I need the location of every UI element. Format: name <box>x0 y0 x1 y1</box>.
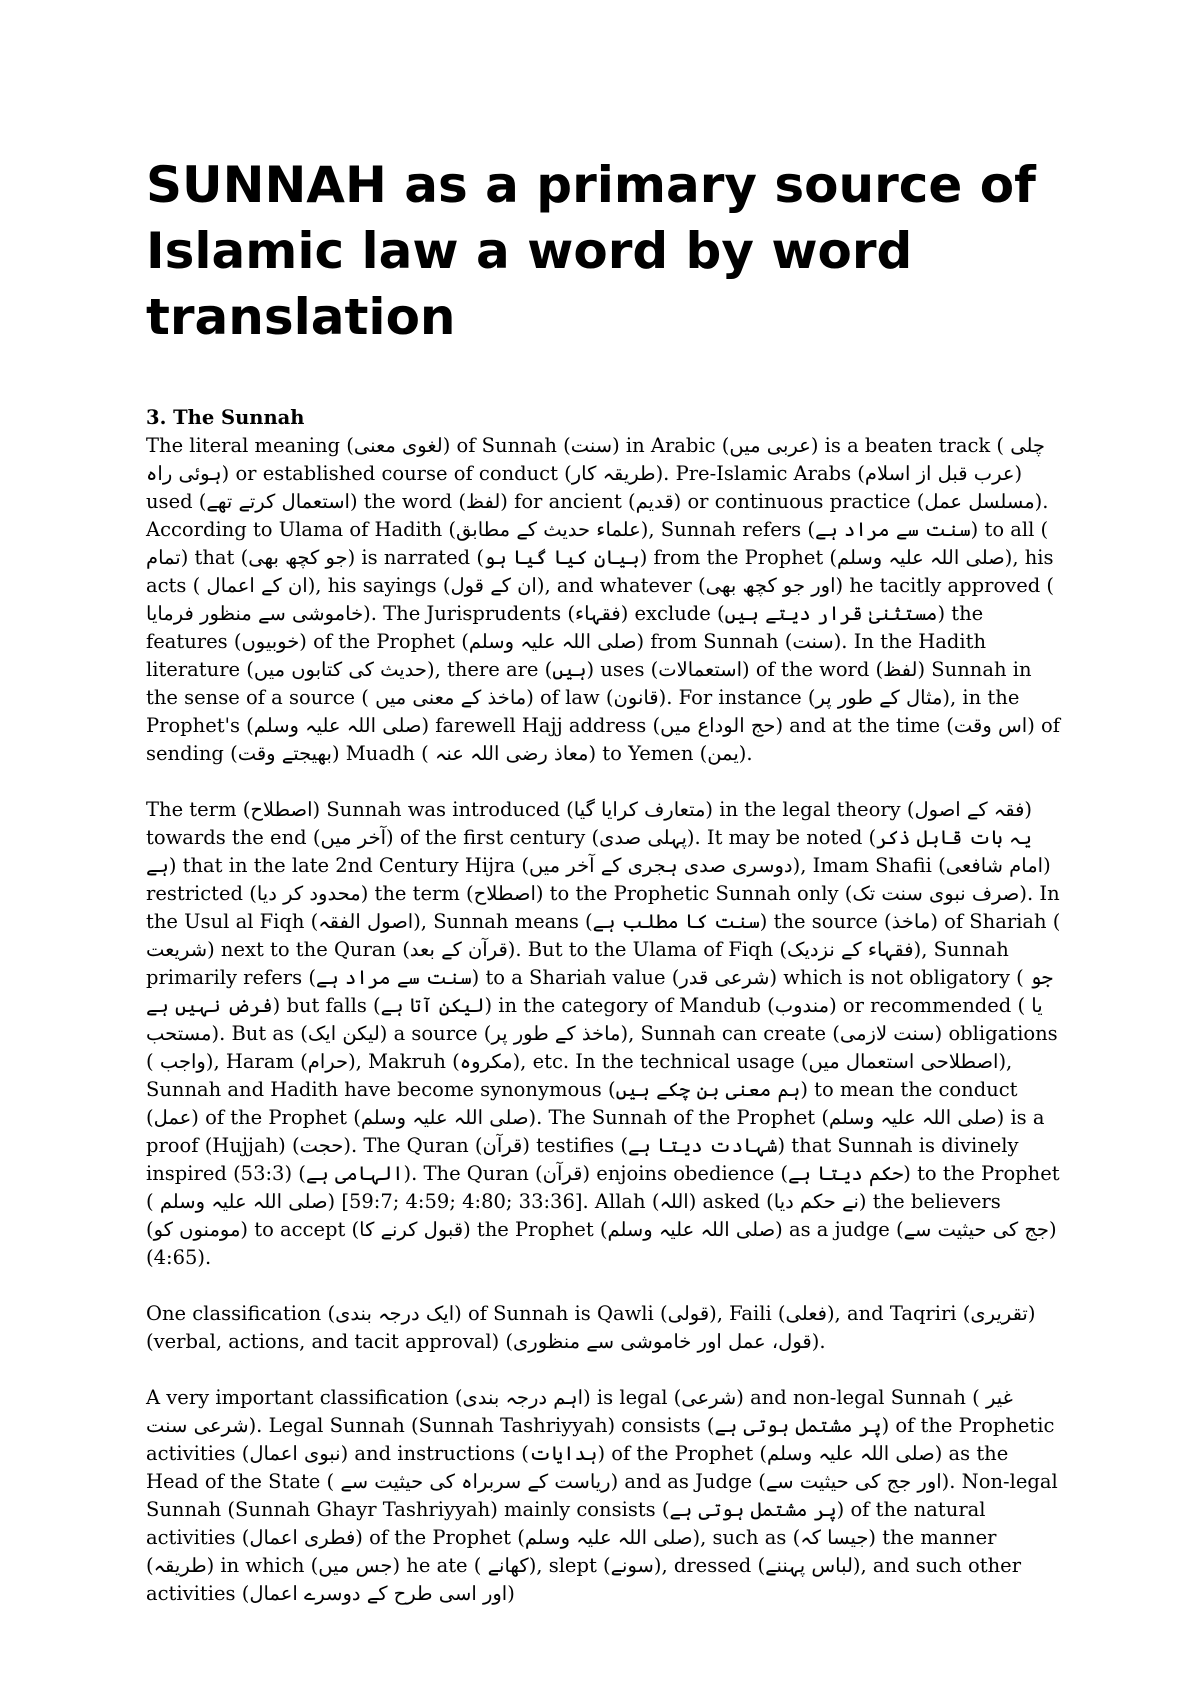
paragraph-term-sunnah: The term (اصطلاح) Sunnah was introduced (متعارف کرایا گیا) in the legal theory (فقہ کے اصول) towards the end (آخر میں) of the first century (پہلی صدی). It may be noted (یہ بات قابل ذکر ہے) that in the late 2nd Century Hijra (دوسری صدی ہجری کے آخر میں), Imam Shafii (امام شافعی) restricted (محدود کر دیا) the term (اصطلاح) to the Prophetic Sunnah only (صرف نبوی سنت تک). In the Usul al Fiqh (اصول الفقہ), Sunnah means (سنت کا مطلب ہے) the source (ماخذ) of Shariah ( شریعت) next to the Quran (قرآن کے بعد). But to the Ulama of Fiqh (فقہاء کے نزدیک), Sunnah primarily refers (سنت سے مراد ہے) to a Shariah value (شرعی قدر) which is not obligatory ( جو فرض نہیں ہے) but falls (لیکن آتا ہے) in the category of Mandub (مندوب) or recommended ( یا مستحب). But as (لیکن ایک) a source (ماخذ کے طور پر), Sunnah can create (سنت لازمی) obligations ( واجب), Haram (حرام), Makruh (مکروہ), etc. In the technical usage (اصطلاحی استعمال میں), Sunnah and Hadith have become synonymous (ہم معنی بن چکے ہیں) to mean the conduct (عمل) of the Prophet (صلی اللہ علیہ وسلم). The Sunnah of the Prophet (صلی اللہ علیہ وسلم) is a proof (Hujjah) (حجت). The Quran (قرآن) testifies (شہادت دیتا ہے) that Sunnah is divinely inspired (53:3) (الہامی ہے). The Quran (قرآن) enjoins obedience (حکم دیتا ہے) to the Prophet ( صلی اللہ علیہ وسلم) [33:36 ;4:80 ;4:59 ;59:7]. Allah (اللہ) asked (نے حکم دیا) the believers (مومنوں کو) to accept (قبول کرنے کا) the Prophet (صلی اللہ علیہ وسلم) as a judge (جج کی حیثیت سے) (4:65). <box>146 798 1061 1269</box>
section-heading: 3. The Sunnah <box>146 406 305 429</box>
paragraph-classification: One classification (ایک درجہ بندی) of Sunnah is Qawli (قولی), Faili (فعلی), and Taqriri (تقریری) (verbal, actions, and tacit approval) (قول، عمل اور خاموشی سے منظوری). <box>146 1302 1036 1353</box>
document-title: SUNNAH as a primary source of Islamic law a word by word translation <box>146 156 1036 346</box>
paragraph-literal-meaning: The literal meaning (لغوی معنی) of Sunnah (سنت) in Arabic (عربی میں) is a beaten track ( چلی ہوئی راہ) or established course of conduct (طریقہ کار). Pre-Islamic Arabs (عرب قبل از اسلام) used (استعمال کرتے تھے) the word (لفظ) for ancient (قدیم) or continuous practice (مسلسل عمل). According to Ulama of Hadith (علماء حدیث کے مطابق), Sunnah refers (سنت سے مراد ہے) to all ( تمام) that (جو کچھ بھی) is narrated (بیان کیا گیا ہو) from the Prophet (صلی اللہ علیہ وسلم), his acts ( ان کے اعمال), his sayings (ان کے قول), and whatever (اور جو کچھ بھی) he tacitly approved ( خاموشی سے منظور فرمایا). The Jurisprudents (فقہاء) exclude (مستثنیٰ قرار دیتے ہیں) the features (خوبیوں) of the Prophet (صلی اللہ علیہ وسلم) from Sunnah (سنت). In the Hadith literature (حدیث کی کتابوں میں), there are (ہیں) uses (استعمالات) of the word (لفظ) Sunnah in the sense of a source ( ماخذ کے معنی میں) of law (قانون). For instance (مثال کے طور پر), in the Prophet's (صلی اللہ علیہ وسلم) farewell Hajj address (حج الوداع میں) and at the time (اس وقت) of sending (بھیجتے وقت) Muadh ( معاذ رضی اللہ عنہ) to Yemen (یمن). <box>146 434 1060 765</box>
paragraph-legal-classification: A very important classification (اہم درجہ بندی) is legal (شرعی) and non-legal Sunnah ( غیر شرعی سنت). Legal Sunnah (Sunnah Tashriyyah) consists (پر مشتمل ہوتی ہے) of the Prophetic activities (نبوی اعمال) and instructions (ہدایات) of the Prophet (صلی اللہ علیہ وسلم) as the Head of the State ( ریاست کے سربراہ کی حیثیت سے) and as Judge (اور جج کی حیثیت سے). Non-legal Sunnah (Sunnah Ghayr Tashriyyah) mainly consists (پر مشتمل ہوتی ہے) of the natural activities (فطری اعمال) of the Prophet (صلی اللہ علیہ وسلم), such as (جیسا کہ) the manner (طریقہ) in which (جس میں) he ate ( کھانے), slept (سونے), dressed (لباس پہننے), and such other activities (اور اسی طرح کے دوسرے اعمال) <box>146 1386 1058 1605</box>
document-body <box>146 404 1066 1636</box>
